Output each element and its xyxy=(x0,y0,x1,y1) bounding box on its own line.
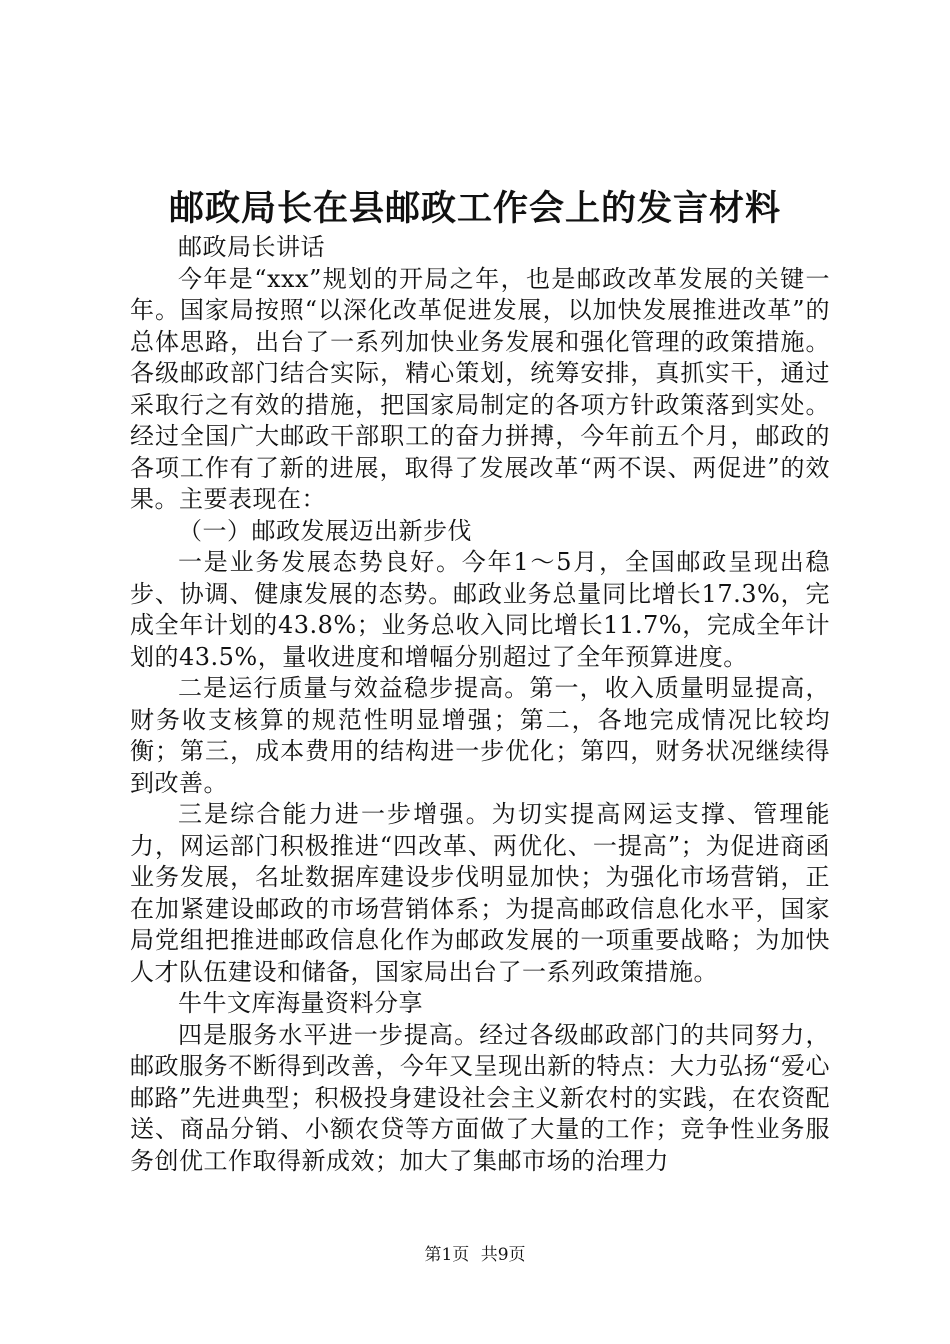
paragraph-speaker: 邮政局长讲话 xyxy=(178,233,325,261)
paragraph-point-2: 二是运行质量与效益稳步提高。第一，收入质量明显提高，财务收支核算的规范性明显增强；第二，各地完成情况比较均衡；第三，成本费用的结构进一步优化；第四，财务状况继续得到改善。 xyxy=(130,674,830,797)
page-total: 共9页 xyxy=(480,1245,526,1265)
document-body xyxy=(130,232,830,1177)
paragraph-point-1: 一是业务发展态势良好。今年1～5月，全国邮政呈现出稳步、协调、健康发展的态势。邮政业务总量同比增长17.3%，完成全年计划的43.8%；业务总收入同比增长11.7%，完成全年计划的43.5%，量收进度和增幅分别超过了全年预算进度。 xyxy=(130,548,830,671)
paragraph-intro: 今年是“xxx”规划的开局之年，也是邮政改革发展的关键一年。国家局按照“以深化改革促进发展，以加快发展推进改革”的总体思路，出台了一系列加快业务发展和强化管理的政策措施。各级邮政部门结合实际，精心策划，统筹安排，真抓实干，通过采取行之有效的措施，把国家局制定的各项方针政策落到实处。经过全国广大邮政干部职工的奋力拼搏，今年前五个月，邮政的各项工作有了新的进展，取得了发展改革“两不误、两促进”的效果。主要表现在： xyxy=(130,264,830,513)
paragraph-point-3: 三是综合能力进一步增强。为切实提高网运支撑、管理能力，网运部门积极推进“四改革、两优化、一提高”；为促进商函业务发展，名址数据库建设步伐明显加快；为强化市场营销，正在加紧建设邮政的市场营销体系；为提高邮政信息化水平，国家局党组把推进邮政信息化作为邮政发展的一项重要战略；为加快人才队伍建设和储备，国家局出台了一系列政策措施。 xyxy=(130,800,830,986)
section-heading: （一）邮政发展迈出新步伐 xyxy=(178,516,472,545)
page-number: 第1页 xyxy=(424,1245,470,1265)
document-title: 邮政局长在县邮政工作会上的发言材料 xyxy=(168,188,781,229)
paragraph-watermark-note: 牛牛文库海量资料分享 xyxy=(178,989,423,1017)
page-footer xyxy=(0,1244,950,1266)
paragraph-point-4: 四是服务水平进一步提高。经过各级邮政部门的共同努力，邮政服务不断得到改善，今年又呈现出新的特点：大力弘扬“爱心邮路”先进典型；积极投身建设社会主义新农村的实践，在农资配送、商品分销、小额农贷等方面做了大量的工作；竞争性业务服务创优工作取得新成效；加大了集邮市场的治理力 xyxy=(130,1020,830,1175)
